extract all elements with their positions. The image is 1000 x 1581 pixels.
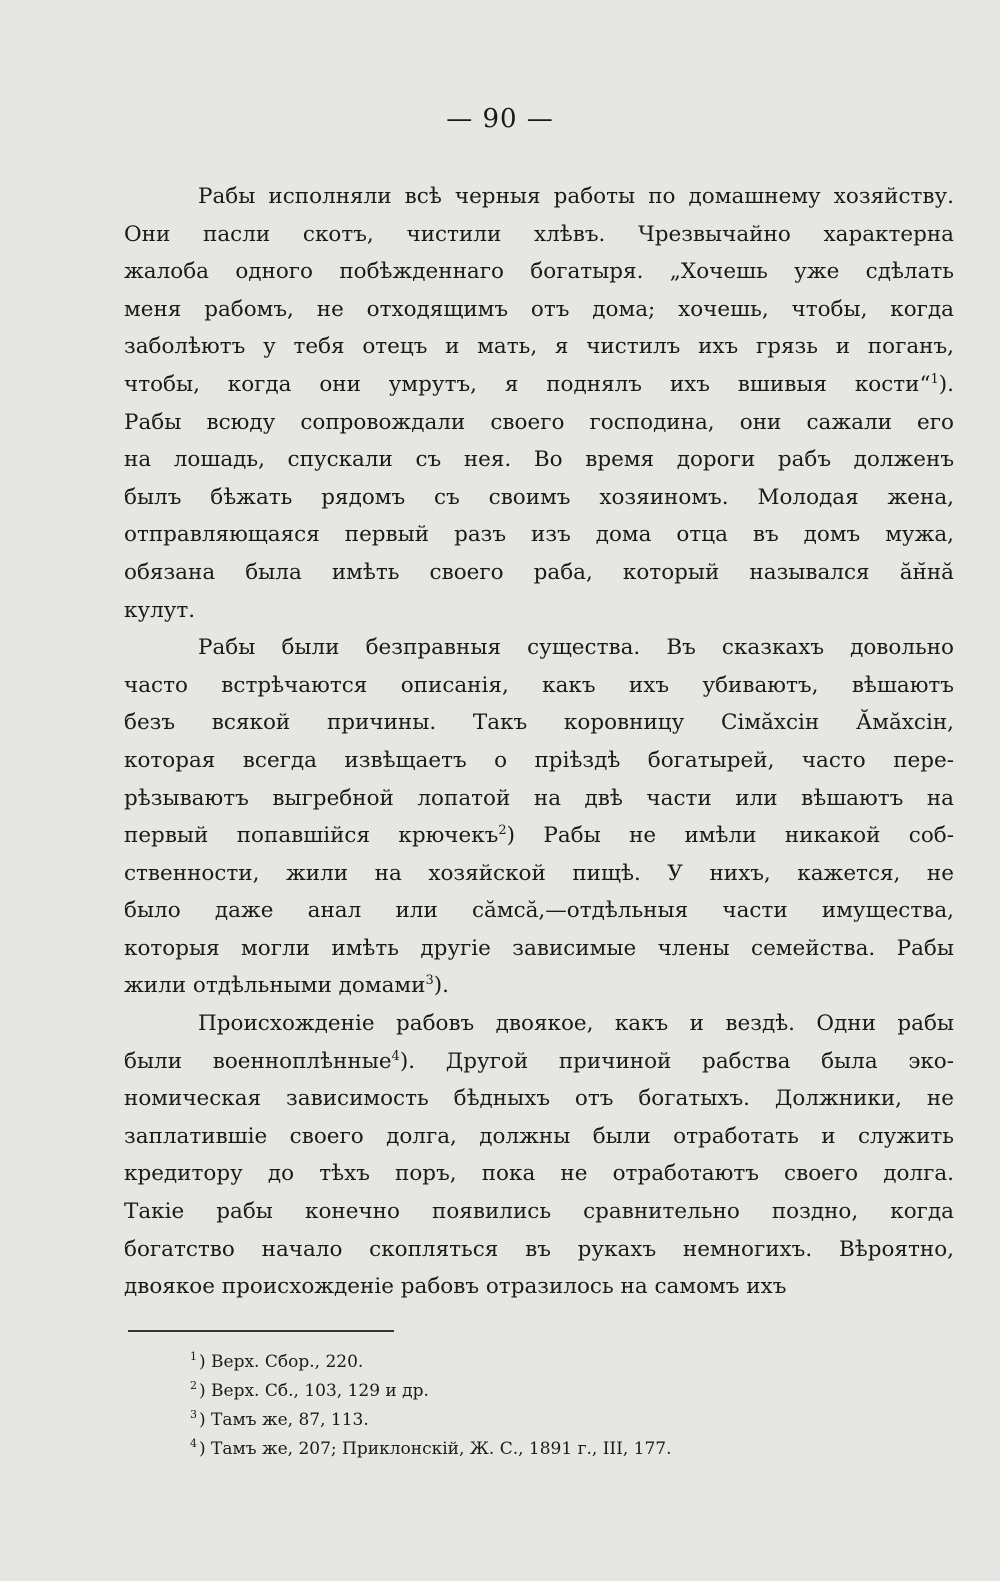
line-text: отправляющаяся первый разъ изъ дома отца въ домъ мужа, (124, 522, 954, 548)
text-line (124, 441, 954, 479)
text-line (124, 855, 954, 893)
text-line (124, 592, 954, 630)
footnote-text: ) Тамъ же, 87, 113. (199, 1410, 369, 1430)
text-line (124, 366, 954, 404)
footnote-mark: 1 (190, 1350, 197, 1364)
footnote-reference: 2 (498, 822, 507, 838)
paragraph (124, 629, 954, 1005)
line-text: заплатившіе своего долга, должны были отработать и служить (124, 1123, 954, 1149)
text-line (124, 780, 954, 818)
line-text: которыя могли имѣть другіе зависимые члены семейства. Рабы (124, 935, 954, 961)
footnote (190, 1348, 890, 1377)
text-line (124, 1005, 954, 1043)
line-text: Рабы всюду сопровождали своего господина, они сажали его (124, 409, 954, 435)
text-line (124, 704, 954, 742)
line-text: ственности, жили на хозяйской пищѣ. У нихъ, кажется, не (124, 860, 954, 886)
footnote-mark: 3 (190, 1408, 197, 1422)
line-text: безъ всякой причины. Такъ коровницу Сімӑхсін Ӑмӑхсін, (124, 710, 954, 736)
text-line (124, 930, 954, 968)
footnote-separator (128, 1330, 394, 1332)
main-text (124, 178, 954, 1306)
text-line (124, 1118, 954, 1156)
line-text: первый попавшійся крючекъ (124, 823, 499, 849)
footnote-reference: 1 (930, 371, 939, 387)
footnote-text: ) Верх. Сбор., 220. (199, 1352, 364, 1372)
text-line (124, 479, 954, 517)
line-text: обязана была имѣть своего раба, который назывался ӑн̆нӑ (124, 559, 954, 585)
text-line (124, 1268, 954, 1306)
text-line (124, 291, 954, 329)
line-text: жалоба одного побѣжденнаго богатыря. „Хочешь уже сдѣлать (124, 259, 954, 285)
line-text: Рабы были безправныя существа. Въ сказкахъ довольно (198, 635, 954, 661)
line-text-after: ) Рабы не имѣли никакой соб- (506, 823, 954, 849)
text-line (124, 328, 954, 366)
text-line (124, 1080, 954, 1118)
line-text-after: ). (433, 973, 449, 999)
footnote (190, 1377, 890, 1406)
line-text: богатство начало скопляться въ рукахъ немногихъ. Вѣроятно, (124, 1236, 954, 1262)
footnote-text: ) Тамъ же, 207; Приклонскій, Ж. С., 1891 г., III, 177. (199, 1439, 672, 1459)
text-line (124, 253, 954, 291)
paragraph (124, 1005, 954, 1306)
footnote (190, 1435, 890, 1464)
text-line (124, 1043, 954, 1081)
text-line (124, 516, 954, 554)
page-number: — 90 — (446, 104, 554, 134)
footnote-mark: 4 (190, 1437, 197, 1451)
text-line (124, 742, 954, 780)
text-line (124, 216, 954, 254)
text-line (124, 892, 954, 930)
line-text: кулут. (124, 597, 196, 623)
line-text: жили отдѣльными домами (124, 973, 426, 999)
line-text: Такіе рабы конечно появились сравнительно поздно, когда (124, 1199, 954, 1225)
text-line (124, 667, 954, 705)
line-text: было даже анал или сӑмсӑ,—отдѣльныя части имущества, (124, 898, 954, 924)
footnote-reference: 3 (425, 973, 434, 989)
line-text: двоякое происхожденіе рабовъ отразилось на самомъ ихъ (124, 1274, 787, 1300)
footnote (190, 1406, 890, 1435)
text-line (124, 817, 954, 855)
line-text: кредитору до тѣхъ поръ, пока не отработаютъ своего долга. (124, 1161, 954, 1187)
line-text-after: ). (938, 371, 954, 397)
text-line (124, 404, 954, 442)
line-text: Они пасли скотъ, чистили хлѣвъ. Чрезвычайно характерна (124, 221, 954, 247)
line-text: были военноплѣнные (124, 1048, 392, 1074)
line-text: былъ бѣжать рядомъ съ своимъ хозяиномъ. Молодая жена, (124, 484, 954, 510)
footnotes (190, 1348, 890, 1464)
footnote-text: ) Верх. Сб., 103, 129 и др. (199, 1381, 429, 1401)
text-line (124, 1193, 954, 1231)
footnote-mark: 2 (190, 1379, 197, 1393)
line-text: заболѣютъ у тебя отецъ и мать, я чистилъ ихъ грязь и поганъ, (124, 334, 954, 360)
text-line (124, 554, 954, 592)
footnote-reference: 4 (391, 1048, 400, 1064)
line-text: на лошадь, спускали съ нея. Во время дороги рабъ долженъ (124, 447, 954, 473)
line-text: часто встрѣчаются описанія, какъ ихъ убиваютъ, вѣшаютъ (124, 672, 954, 698)
line-text: Рабы исполняли всѣ черныя работы по домашнему хозяйству. (198, 184, 954, 209)
text-line (124, 967, 954, 1005)
text-line (124, 629, 954, 667)
line-text-after: ). Другой причиной рабства была эко- (399, 1048, 954, 1074)
paragraph (124, 178, 954, 629)
line-text: Происхожденіе рабовъ двоякое, какъ и вездѣ. Одни рабы (198, 1011, 954, 1037)
line-text: меня рабомъ, не отходящимъ отъ дома; хочешь, чтобы, когда (124, 296, 954, 322)
line-text: которая всегда извѣщаетъ о пріѣздѣ богатырей, часто пере- (124, 747, 954, 773)
line-text: чтобы, когда они умрутъ, я поднялъ ихъ вшивыя кости“ (124, 371, 931, 397)
line-text: номическая зависимость бѣдныхъ отъ богатыхъ. Должники, не (124, 1086, 954, 1112)
text-line (124, 1231, 954, 1269)
text-line (124, 178, 954, 216)
text-line (124, 1155, 954, 1193)
line-text: рѣзываютъ выгребной лопатой на двѣ части или вѣшаютъ на (124, 785, 954, 811)
